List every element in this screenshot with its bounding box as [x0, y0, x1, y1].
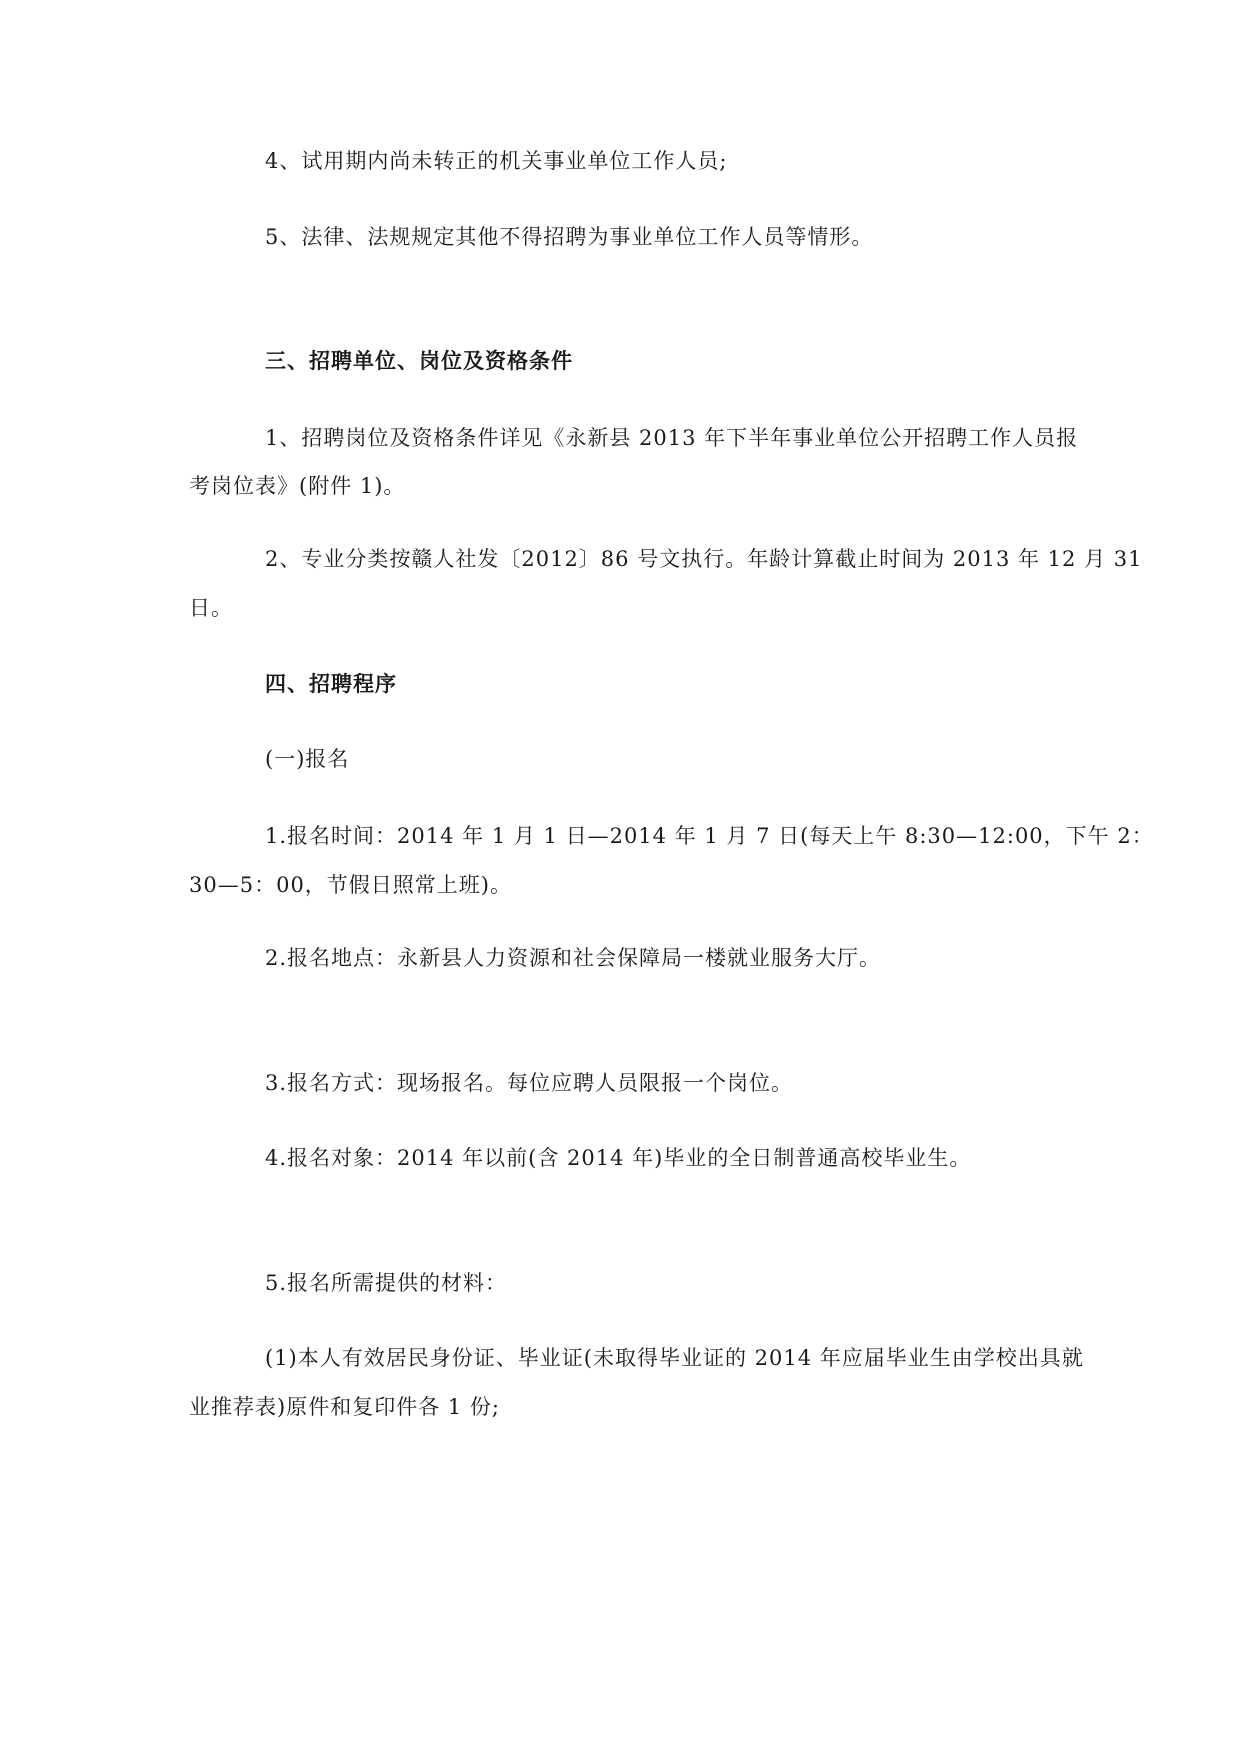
paragraph-reg-time-line-2: 30—5：00，节假日照常上班)。: [189, 873, 512, 897]
paragraph-reg-time-line-1: 1.报名时间：2014 年 1 月 1 日—2014 年 1 月 7 日(每天上午 8:30—12:00，下午 2：: [265, 824, 1154, 848]
list-item-5: 5、法律、法规规定其他不得招聘为事业单位工作人员等情形。: [265, 225, 874, 249]
paragraph-s3-item-2-line-1: 2、专业分类按赣人社发〔2012〕86 号文执行。年龄计算截止时间为 2013 年 12 月 31: [265, 547, 1143, 571]
list-item-4: 4、试用期内尚未转正的机关事业单位工作人员;: [265, 149, 728, 173]
section-heading-3: 三、招聘单位、岗位及资格条件: [265, 349, 573, 373]
paragraph-s3-item-2-line-2: 日。: [189, 596, 233, 620]
section-heading-4: 四、招聘程序: [265, 672, 397, 696]
paragraph-material-1-line-2: 业推荐表)原件和复印件各 1 份;: [189, 1395, 500, 1419]
paragraph-material-1-line-1: (1)本人有效居民身份证、毕业证(未取得毕业证的 2014 年应届毕业生由学校出具就: [265, 1346, 1084, 1370]
paragraph-reg-method: 3.报名方式：现场报名。每位应聘人员限报一个岗位。: [265, 1071, 794, 1095]
paragraph-reg-materials: 5.报名所需提供的材料：: [265, 1271, 508, 1295]
paragraph-reg-target: 4.报名对象：2014 年以前(含 2014 年)毕业的全日制普通高校毕业生。: [265, 1146, 972, 1170]
subsection-heading-1: (一)报名: [265, 747, 350, 771]
paragraph-reg-place: 2.报名地点：永新县人力资源和社会保障局一楼就业服务大厅。: [265, 946, 882, 970]
paragraph-s3-item-1-line-2: 考岗位表》(附件 1)。: [189, 474, 406, 498]
paragraph-s3-item-1-line-1: 1、招聘岗位及资格条件详见《永新县 2013 年下半年事业单位公开招聘工作人员报: [265, 426, 1079, 450]
